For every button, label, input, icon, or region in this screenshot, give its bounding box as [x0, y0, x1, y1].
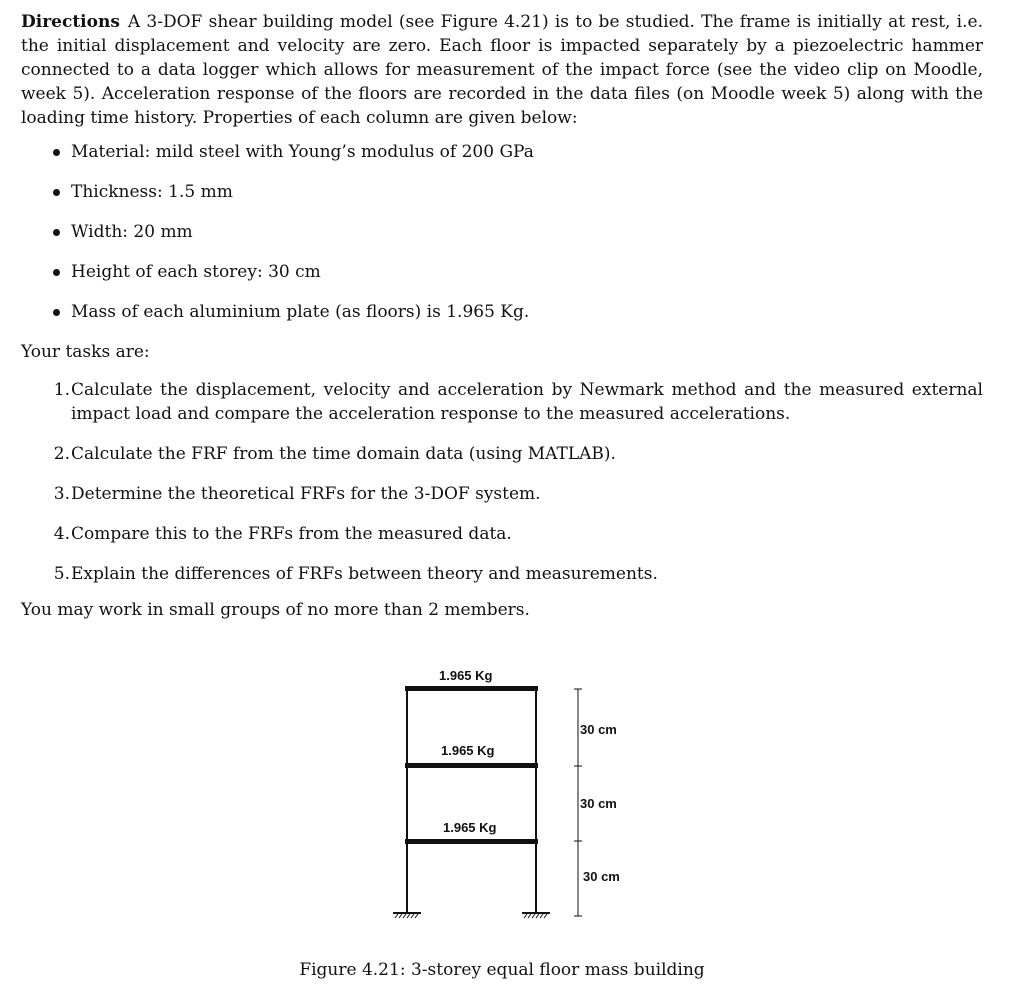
- left-ground-support: [393, 913, 421, 918]
- tasks-intro: Your tasks are:: [21, 342, 150, 362]
- list-item: [21, 522, 983, 546]
- task-text: Calculate the FRF from the time domain data (using MATLAB).: [71, 444, 616, 464]
- list-item: Thickness: 1.5 mm: [51, 180, 983, 204]
- task-number: 4.: [53, 524, 70, 544]
- mass-label-middle: 1.965 Kg: [441, 743, 495, 758]
- task-text: Explain the differences of FRFs between theory and measurements.: [71, 564, 658, 584]
- task-number: 1.: [53, 380, 70, 400]
- directions-paragraph: [21, 10, 983, 130]
- tasks-list: [21, 378, 983, 586]
- mass-label-top: 1.965 Kg: [439, 668, 493, 683]
- list-item: [21, 482, 983, 506]
- list-item: Material: mild steel with Young’s modulus of 200 GPa: [51, 140, 983, 164]
- directions-heading: Directions: [21, 12, 120, 32]
- task-text: Calculate the displacement, velocity and acceleration by Newmark method and the measured external impact load and compare the acceleration response to the measured accelerations.: [71, 380, 983, 424]
- task-number: 2.: [53, 444, 70, 464]
- right-ground-support: [522, 913, 550, 918]
- list-item: Mass of each aluminium plate (as floors) is 1.965 Kg.: [51, 300, 983, 324]
- height-label-bottom: 30 cm: [583, 869, 620, 884]
- list-item: [21, 378, 983, 426]
- task-number: 5.: [53, 564, 70, 584]
- task-text: Compare this to the FRFs from the measured data.: [71, 524, 512, 544]
- task-number: 3.: [53, 484, 70, 504]
- task-text: Determine the theoretical FRFs for the 3-DOF system.: [71, 484, 541, 504]
- floor-slab-bottom: [405, 839, 538, 844]
- floor-slab-middle: [405, 763, 538, 768]
- directions-text: A 3-DOF shear building model (see Figure 4.21) is to be studied. The frame is initially at rest, i.e. the initial displacement and velocity are zero. Each floor is impacted separately by a piezoelectric hammer connected to a data logger which allows for measurement of the impact force (see the video clip on Moodle, week 5). Acceleration response of the floors are recorded in the data files (on Moodle week 5) along with the loading time history. Properties of each column are given below:: [21, 12, 983, 128]
- height-dimension-line: [574, 689, 582, 916]
- list-item: [21, 442, 983, 466]
- height-label-middle: 30 cm: [580, 796, 617, 811]
- list-item: Width: 20 mm: [51, 220, 983, 244]
- list-item: Height of each storey: 30 cm: [51, 260, 983, 284]
- list-item: [21, 562, 983, 586]
- floor-slab-top: [405, 686, 538, 691]
- height-label-top: 30 cm: [580, 722, 617, 737]
- groups-note: You may work in small groups of no more than 2 members.: [21, 600, 530, 620]
- mass-label-bottom: 1.965 Kg: [443, 820, 497, 835]
- figure-caption: Figure 4.21: 3-storey equal floor mass building: [299, 960, 705, 980]
- properties-list: [21, 140, 983, 324]
- document-body: [21, 10, 983, 622]
